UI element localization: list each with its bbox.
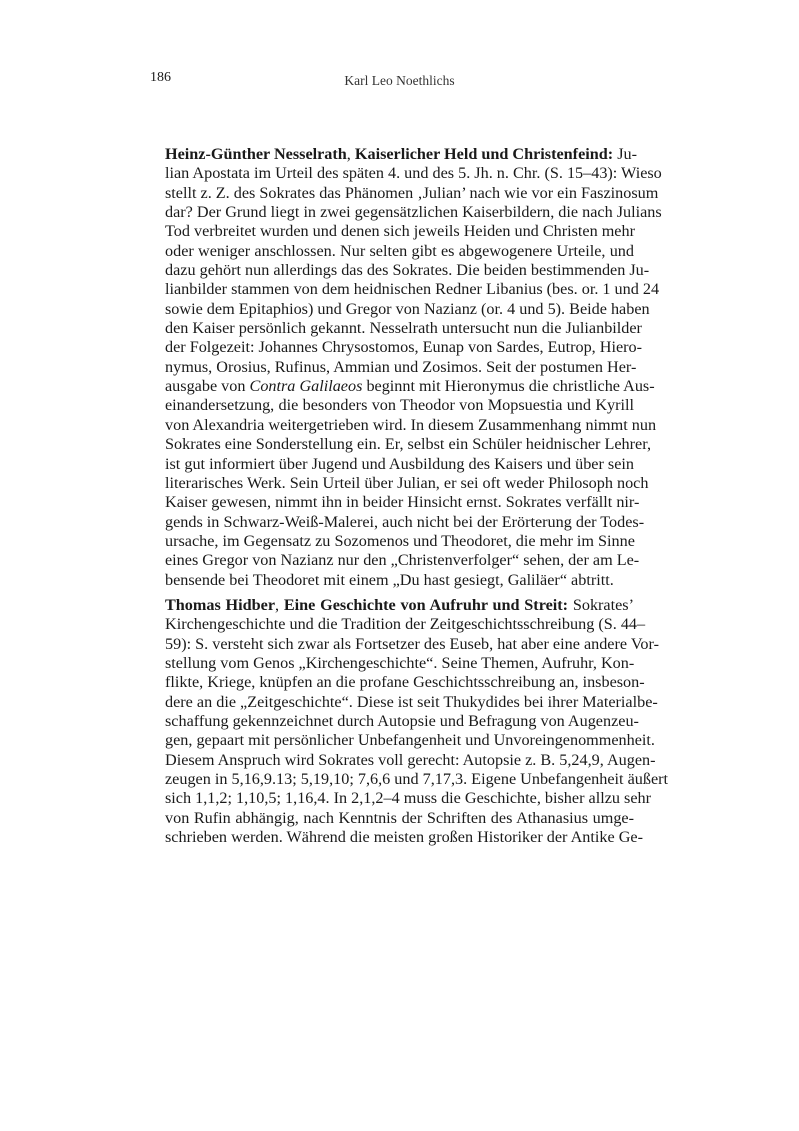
text-segment: gends in Schwarz-Weiß-Malerei, auch nicht bei der Erörterung der Todes- (165, 512, 645, 531)
text-segment: sowie dem Epitaphios) und Gregor von Nazianz (or. 4 und 5). Beide haben (165, 299, 650, 318)
paragraph-nesselrath (165, 145, 662, 590)
text-line (165, 261, 650, 280)
text-line (165, 789, 651, 808)
text-line (165, 145, 637, 164)
text-line (165, 396, 634, 415)
text-segment: von Rufin abhängig, nach Kenntnis der Schriften des Athanasius umge- (165, 808, 634, 827)
text-line (165, 692, 658, 712)
text-segment: sich 1,1,2; 1,10,5; 1,16,4. In 2,1,2–4 muss die Geschichte, bisher allzu sehr (165, 789, 651, 808)
text-segment: oder weniger anschlossen. Nur selten gibt es abgewogenere Urteile, und (165, 241, 634, 260)
text-line (165, 673, 645, 692)
text-line (165, 634, 659, 654)
text-segment: beginnt mit Hieronymus die christliche Aus- (362, 377, 655, 396)
text-segment: den Kaiser persönlich gekannt. Nesselrath untersucht nun die Julianbilder (165, 319, 642, 338)
text-line (165, 455, 634, 474)
page-number: 186 (150, 70, 171, 85)
bold-text: Kaiserlicher Held und Christenfeind: (354, 145, 614, 163)
text-segment: Tod verbreitet wurden und denen sich jeweils Heiden und Christen mehr (165, 222, 635, 241)
text-segment: bensende bei Theodoret mit einem „Du hast gesiegt, Galiläer“ abtritt. (165, 570, 614, 589)
text-segment: Kirchengeschichte und die Tradition der Zeitgeschichtsschreibung (S. 44– (165, 615, 646, 634)
text-line (165, 377, 655, 396)
text-segment: dazu gehört nun allerdings das des Sokrates. Die beiden bestimmenden Ju- (165, 261, 650, 280)
italic-text: Contra Galilaeos (249, 377, 363, 396)
text-segment: eines Gregor von Nazianz nur den „Christenverfolger“ sehen, der am Le- (165, 551, 640, 570)
text-line (165, 770, 669, 789)
text-line (165, 750, 656, 770)
text-segment: gen, gepaart mit persönlicher Unbefangenheit und Unvoreingenommenheit. (165, 731, 655, 750)
text-line (165, 357, 637, 377)
text-segment: Sokrates’ (568, 596, 634, 614)
text-segment: schrieben werden. Während die meisten großen Historiker der Antike Ge- (165, 828, 643, 847)
text-line (165, 222, 634, 241)
bold-text: Eine Geschichte von Aufruhr und Streit: (283, 596, 569, 614)
text-segment: , (275, 596, 284, 614)
text-line (165, 435, 651, 454)
paragraph-hidber (165, 596, 669, 847)
text-segment: stellung vom Genos „Kirchengeschichte“. Seine Themen, Aufruhr, Kon- (165, 654, 635, 673)
bold-text: Thomas Hidber (165, 596, 276, 614)
text-line (165, 473, 649, 493)
text-line (165, 731, 655, 750)
text-line (165, 242, 634, 261)
text-line (165, 512, 645, 532)
text-line (165, 532, 634, 551)
text-line (165, 654, 634, 673)
text-line (165, 493, 640, 512)
text-line (165, 183, 659, 203)
text-segment: Diesem Anspruch wird Sokrates voll gerecht: Autopsie z. B. 5,24,9, Augen- (165, 750, 656, 769)
text-segment: schaffung gekennzeichnet durch Autopsie und Befragung von Augenzeu- (165, 712, 639, 731)
text-line (165, 203, 662, 222)
text-line (165, 809, 634, 828)
bold-text: Heinz-Günther Nesselrath (165, 145, 347, 163)
text-segment: Kaiser gewesen, nimmt ihn in beider Hinsicht ernst. Sokrates verfällt nir- (165, 493, 640, 512)
text-segment: stellt z. Z. des Sokrates das Phänomen ‚Julian’ nach wie vor ein Faszinosum (165, 183, 659, 202)
text-segment: lian Apostata im Urteil des späten 4. und des 5. Jh. n. Chr. (S. 15–43): Wieso (165, 164, 662, 183)
text-line (165, 415, 657, 435)
text-segment: , (346, 145, 355, 163)
running-head: Karl Leo Noethlichs (344, 73, 455, 88)
text-segment: 59): S. versteht sich zwar als Fortsetzer des Euseb, hat aber eine andere Vor- (165, 634, 659, 653)
text-line (165, 828, 643, 847)
text-segment: lianbilder stammen von dem heidnischen Redner Libanius (bes. or. 1 und 24 (165, 280, 660, 299)
text-line (165, 571, 634, 590)
text-segment: flikte, Kriege, knüpfen an die profane Geschichtsschreibung an, insbeson- (165, 673, 645, 692)
text-line (165, 615, 646, 634)
text-line (165, 164, 662, 183)
text-segment: von Alexandria weitergetrieben wird. In diesem Zusammenhang nimmt nun (165, 415, 657, 434)
text-segment: Ju- (613, 145, 637, 163)
text-segment: ursache, im Gegensatz zu Sozomenos und Theodoret, die mehr im Sinne (165, 531, 635, 550)
text-line (165, 596, 634, 615)
text-segment: einandersetzung, die besonders von Theodor von Mopsuestia und Kyrill (165, 396, 634, 415)
text-segment: nymus, Orosius, Rufinus, Ammian und Zosimos. Seit der postumen Her- (165, 357, 637, 376)
text-line (165, 338, 643, 357)
text-line (165, 712, 639, 731)
text-segment: ist gut informiert über Jugend und Ausbildung des Kaisers und über sein (165, 454, 634, 473)
text-segment: zeugen in 5,16,9.13; 5,19,10; 7,6,6 und 7,17,3. Eigene Unbefangenheit äußert (165, 770, 669, 789)
text-line (165, 319, 642, 338)
text-segment: dere an die „Zeitgeschichte“. Diese ist seit Thukydides bei ihrer Materialbe- (165, 692, 658, 711)
text-segment: dar? Der Grund liegt in zwei gegensätzlichen Kaiserbildern, die nach Julians (165, 203, 662, 222)
text-segment: Sokrates eine Sonderstellung ein. Er, selbst ein Schüler heidnischer Lehrer, (165, 435, 651, 454)
text-line (165, 551, 640, 570)
text-line (165, 299, 650, 319)
text-line (165, 280, 660, 299)
text-segment: der Folgezeit: Johannes Chrysostomos, Eunap von Sardes, Eutrop, Hiero- (165, 338, 643, 357)
text-segment: ausgabe von (165, 377, 250, 396)
text-segment: literarisches Werk. Sein Urteil über Julian, er sei oft weder Philosoph noch (165, 473, 649, 492)
